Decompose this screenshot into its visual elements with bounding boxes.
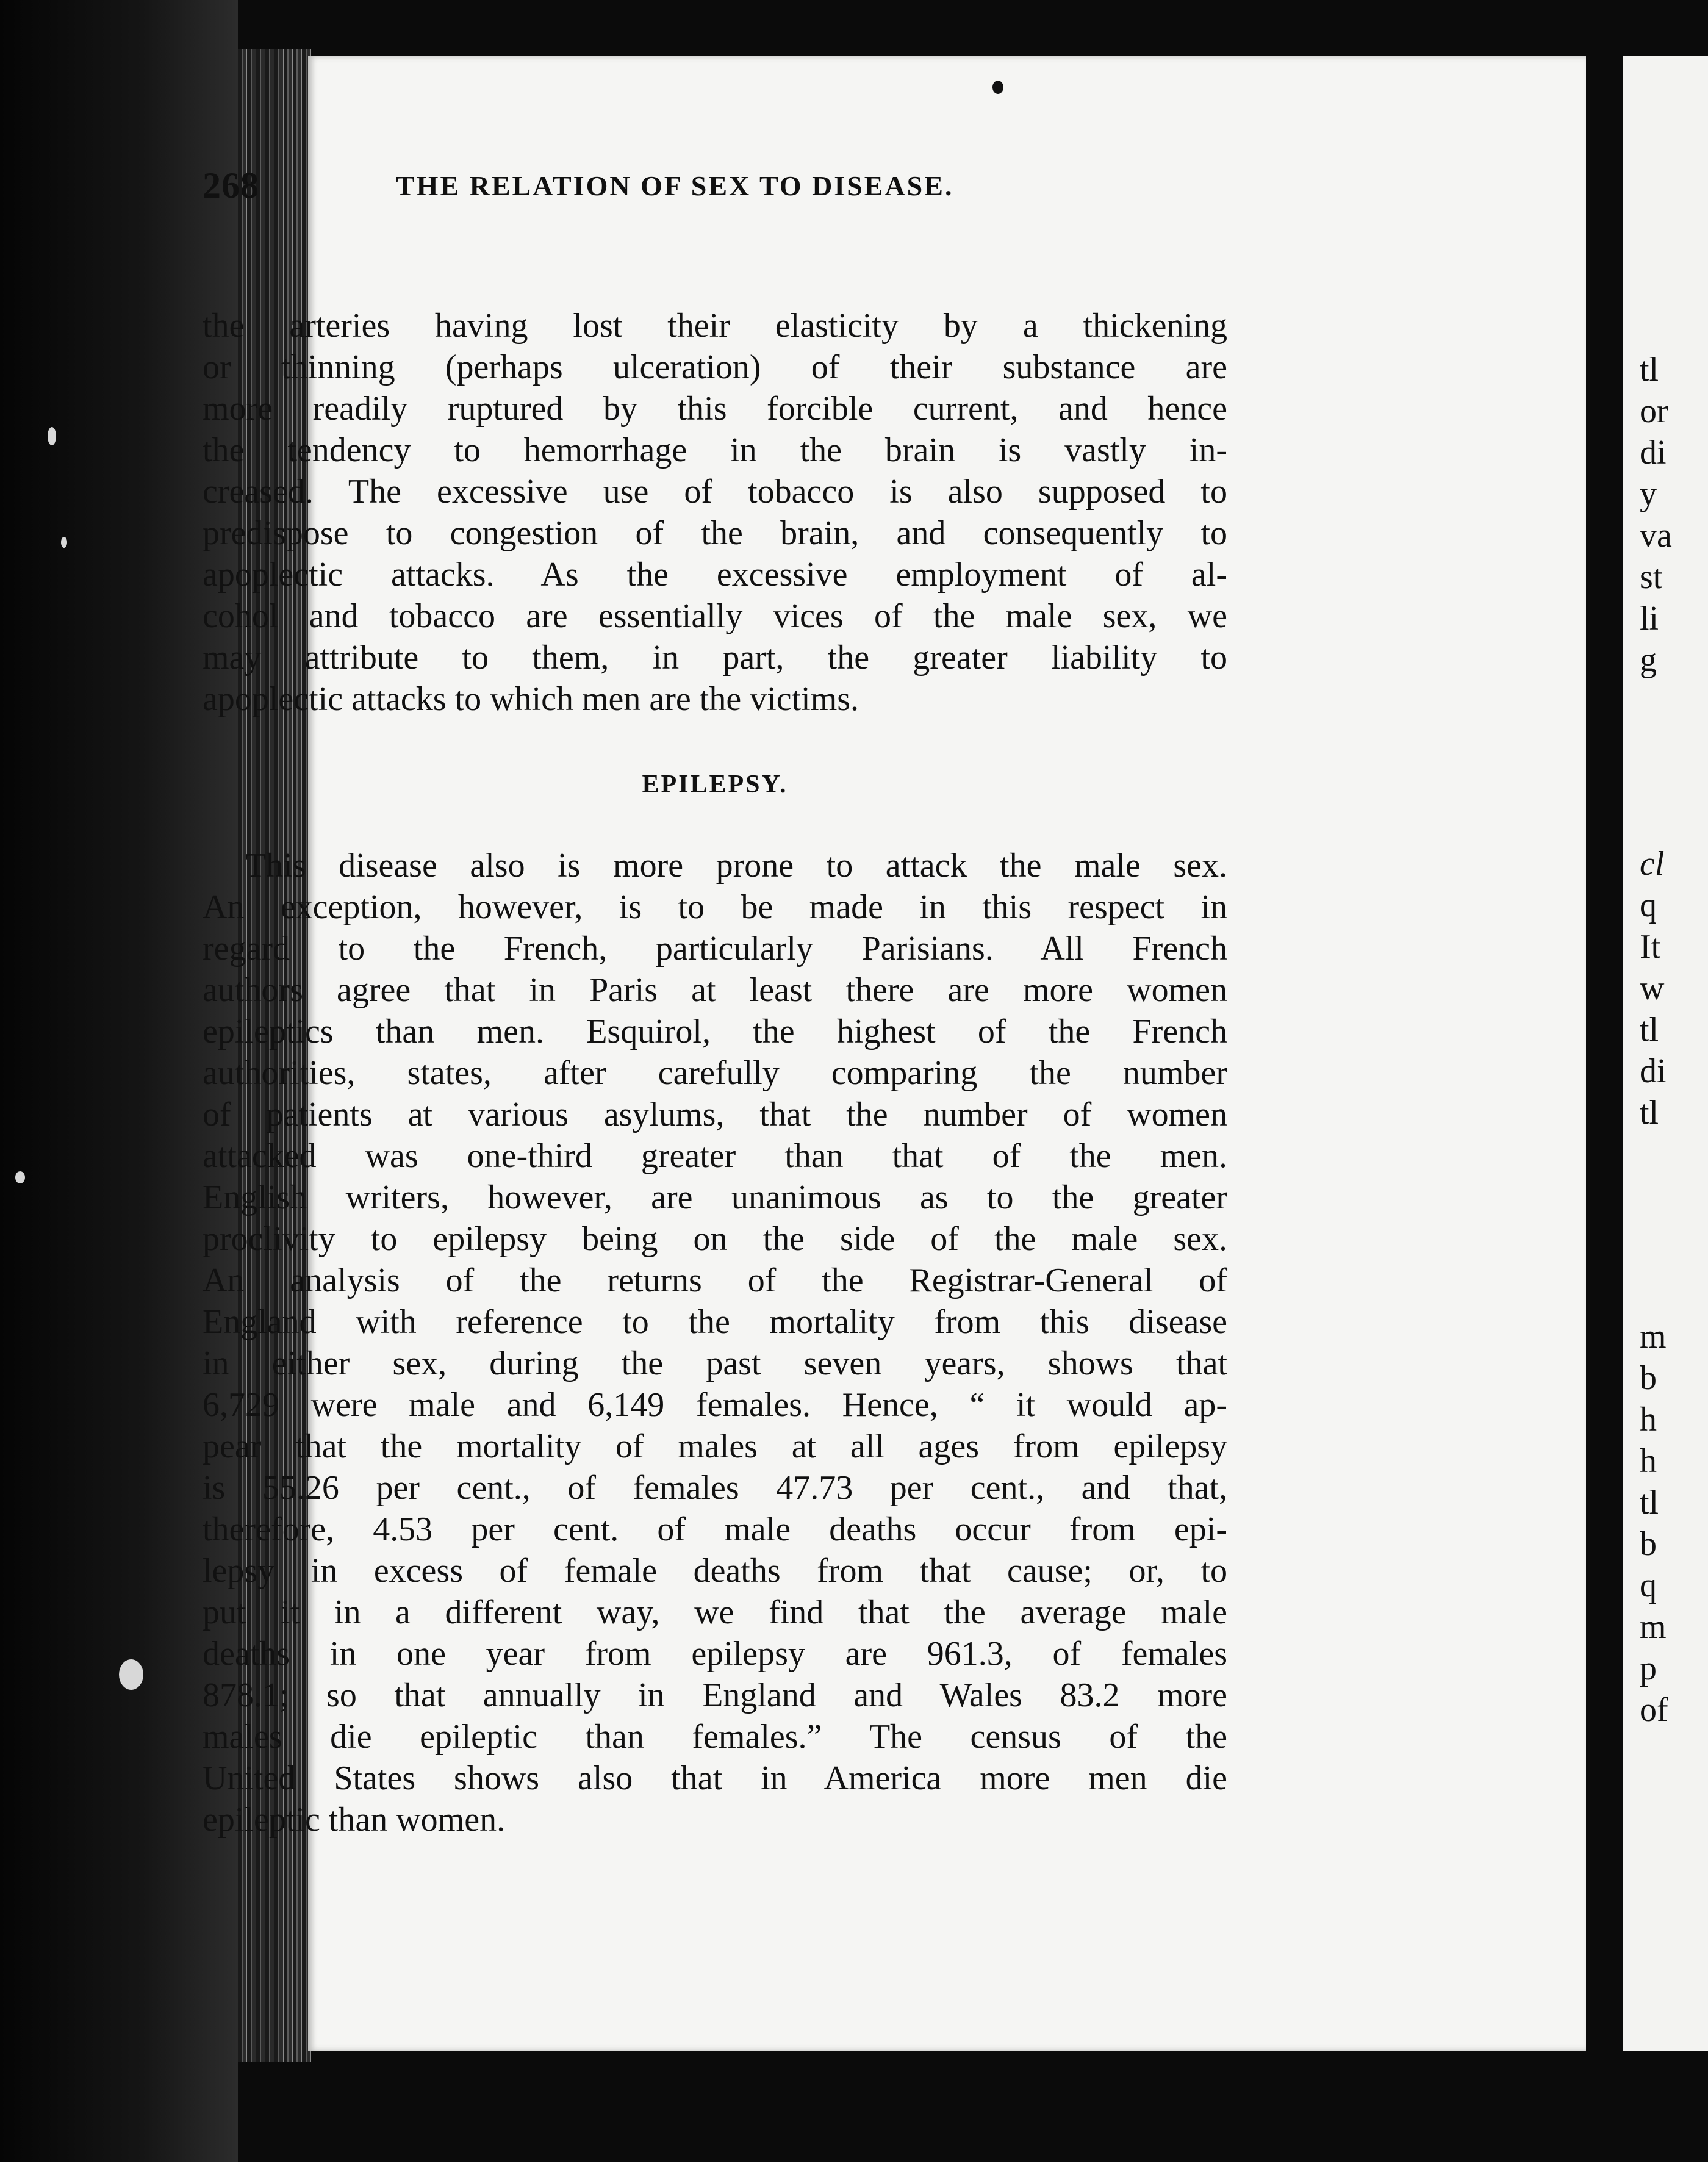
text-line: epileptics than men. Esquirol, the highest of the French [203,1013,1227,1050]
facing-page-fragment: It [1640,928,1661,966]
text-line: proclivity to epilepsy being on the side of the male sex. [203,1220,1227,1258]
text-line: put it in a different way, we find that the average male [203,1593,1227,1631]
text-line: This disease also is more prone to attack the male sex. [245,847,1227,885]
text-line: pear that the mortality of males at all ages from epilepsy [203,1428,1227,1465]
text-line: English writers, however, are unanimous as to the greater [203,1179,1227,1216]
text-line: creased. The excessive use of tobacco is also supposed to [203,473,1227,511]
text-line: predispose to congestion of the brain, and consequently to [203,514,1227,552]
text-line: cohol and tobacco are essentially vices of the male sex, we [203,597,1227,635]
facing-page-fragment: li [1640,600,1659,637]
facing-page-fragment: q [1640,1567,1657,1604]
facing-page-fragment: tl [1640,1484,1659,1521]
text-line: the tendency to hemorrhage in the brain is vastly in- [203,431,1227,469]
text-line: deaths in one year from epilepsy are 961.3, of females [203,1635,1227,1673]
facing-page-fragment: di [1640,434,1667,472]
text-line: 878.1; so that annually in England and Wales 83.2 more [203,1676,1227,1714]
text-line: An exception, however, is to be made in this respect in [203,888,1227,926]
page-header [203,165,1252,220]
text-line: regard to the French, particularly Parisians. All French [203,930,1227,968]
paragraph-epilepsy [203,845,1227,1841]
facing-page-fragment: h [1640,1401,1657,1438]
facing-page-fragment: of [1640,1691,1668,1729]
text-line: in either sex, during the past seven years, shows that [203,1345,1227,1382]
text-line: therefore, 4.53 per cent. of male deaths occur from epi- [203,1510,1227,1548]
scan-speck [61,537,67,548]
text-line: the arteries having lost their elasticity by a thickening [203,307,1227,345]
text-line: males die epileptic than females.” The census of the [203,1718,1227,1756]
text-line: 6,729 were male and 6,149 females. Hence, “ it would ap- [203,1386,1227,1424]
facing-page-fragment: tl [1640,1094,1659,1132]
facing-page-fragment: m [1640,1608,1667,1646]
page-number: 268 [203,165,259,206]
facing-page-fragment: q [1640,886,1657,924]
facing-page-fragment: cl [1640,845,1665,883]
facing-page-fragment: y [1640,475,1657,513]
text-line: attacked was one-third greater than that of the men. [203,1137,1227,1175]
text-line: An analysis of the returns of the Registrar-General of [203,1262,1227,1299]
facing-page-fragment: va [1640,517,1672,555]
text-line: authorities, states, after carefully comparing the number [203,1054,1227,1092]
facing-page [1623,56,1708,2051]
facing-page-fragment: tl [1640,351,1659,389]
text-line: or thinning (perhaps ulceration) of their substance are [203,348,1227,386]
text-line: England with reference to the mortality from this disease [203,1303,1227,1341]
text-line: authors agree that in Paris at least there are more women [203,971,1227,1009]
text-line: epileptic than women. [203,1801,506,1839]
text-line: apoplectic attacks to which men are the victims. [203,680,859,718]
text-line: may attribute to them, in part, the greater liability to [203,639,1227,677]
facing-page-fragment: st [1640,558,1663,596]
scan-speck [15,1171,25,1183]
facing-page-fragment: w [1640,969,1665,1007]
text-line: more readily ruptured by this forcible current, and hence [203,390,1227,428]
facing-page-fragment: p [1640,1650,1657,1687]
text-line: is 55.26 per cent., of females 47.73 per cent., and that, [203,1469,1227,1507]
facing-page-fragment: h [1640,1442,1657,1480]
text-line: lepsy in excess of female deaths from that cause; or, to [203,1552,1227,1590]
paragraph-continuation [203,305,1227,720]
facing-page-fragment: g [1640,641,1657,679]
facing-page-fragment: m [1640,1318,1667,1356]
facing-page-fragment: b [1640,1525,1657,1563]
section-heading: EPILEPSY. [642,770,788,799]
text-line: apoplectic attacks. As the excessive employment of al- [203,556,1227,594]
facing-page-fragment: b [1640,1359,1657,1397]
text-line: United States shows also that in America more men die [203,1759,1227,1797]
scan-speck [119,1659,143,1690]
running-head: THE RELATION OF SEX TO DISEASE. [396,170,954,201]
ink-dot [992,81,1003,94]
text-line: of patients at various asylums, that the number of women [203,1096,1227,1133]
facing-page-fragment: or [1640,392,1668,430]
scan-speck [48,427,56,445]
page-gutter [1586,0,1623,2162]
facing-page-fragment: tl [1640,1011,1659,1049]
facing-page-fragment: di [1640,1052,1667,1090]
